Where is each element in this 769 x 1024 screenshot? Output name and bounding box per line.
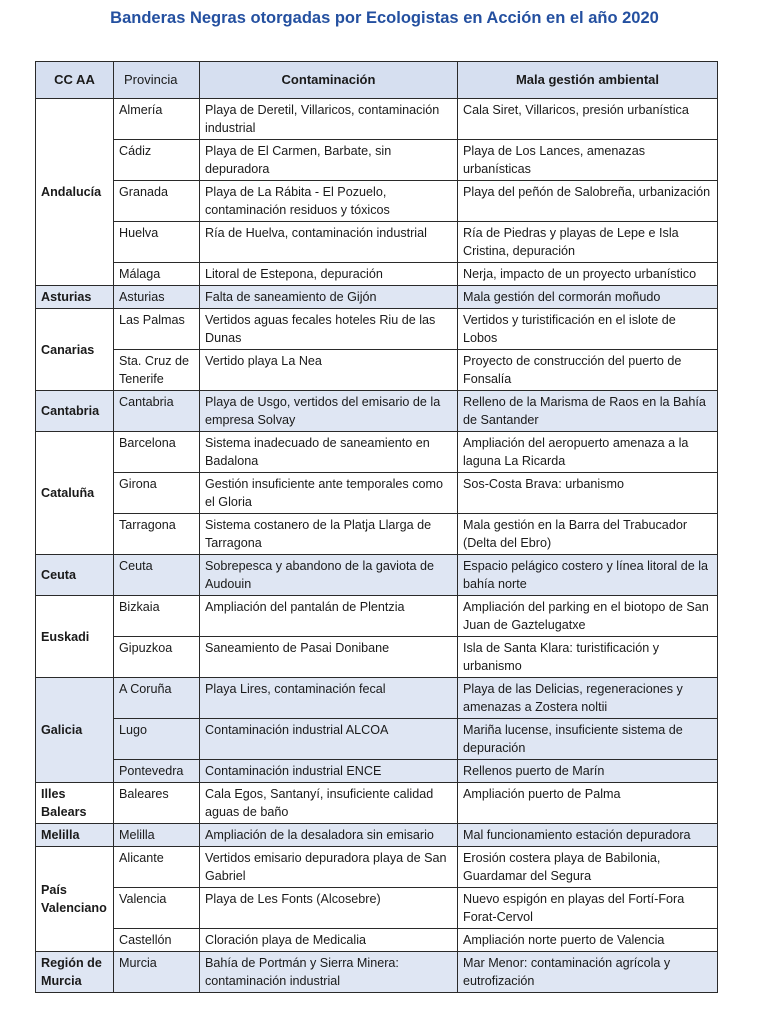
gestion-cell: Ampliación del aeropuerto amenaza a la laguna La Ricarda: [458, 432, 718, 473]
contaminacion-cell: Vertido playa La Nea: [200, 350, 458, 391]
table-row: [36, 847, 718, 888]
contaminacion-cell: Litoral de Estepona, depuración: [200, 263, 458, 286]
provincia-cell: Las Palmas: [114, 309, 200, 350]
gestion-cell: Vertidos y turistificación en el islote de Lobos: [458, 309, 718, 350]
gestion-cell: Playa del peñón de Salobreña, urbanización: [458, 181, 718, 222]
table-row: [36, 181, 718, 222]
gestion-cell: Ampliación del parking en el biotopo de San Juan de Gaztelugatxe: [458, 596, 718, 637]
provincia-cell: Bizkaia: [114, 596, 200, 637]
provincia-cell: Girona: [114, 473, 200, 514]
contaminacion-cell: Ampliación de la desaladora sin emisario: [200, 824, 458, 847]
ccaa-cell: Cataluña: [36, 432, 114, 555]
contaminacion-cell: Vertidos emisario depuradora playa de San Gabriel: [200, 847, 458, 888]
provincia-cell: Barcelona: [114, 432, 200, 473]
gestion-cell: Isla de Santa Klara: turistificación y urbanismo: [458, 637, 718, 678]
provincia-cell: Asturias: [114, 286, 200, 309]
contaminacion-cell: Sistema inadecuado de saneamiento en Badalona: [200, 432, 458, 473]
header-mala-gestion: Mala gestión ambiental: [458, 62, 718, 99]
table-row: [36, 783, 718, 824]
table-row: [36, 952, 718, 993]
contaminacion-cell: Contaminación industrial ENCE: [200, 760, 458, 783]
gestion-cell: Mal funcionamiento estación depuradora: [458, 824, 718, 847]
provincia-cell: Melilla: [114, 824, 200, 847]
contaminacion-cell: Ampliación del pantalán de Plentzia: [200, 596, 458, 637]
ccaa-cell: Melilla: [36, 824, 114, 847]
provincia-cell: Almería: [114, 99, 200, 140]
provincia-cell: A Coruña: [114, 678, 200, 719]
contaminacion-cell: Saneamiento de Pasai Donibane: [200, 637, 458, 678]
table-row: [36, 432, 718, 473]
gestion-cell: Playa de las Delicias, regeneraciones y amenazas a Zostera noltii: [458, 678, 718, 719]
ccaa-cell: Illes Balears: [36, 783, 114, 824]
contaminacion-cell: Playa Lires, contaminación fecal: [200, 678, 458, 719]
header-row: [36, 62, 718, 99]
provincia-cell: Murcia: [114, 952, 200, 993]
gestion-cell: Mala gestión del cormorán moñudo: [458, 286, 718, 309]
provincia-cell: Huelva: [114, 222, 200, 263]
table-row: [36, 888, 718, 929]
table-row: [36, 596, 718, 637]
table-row: [36, 350, 718, 391]
table-row: [36, 555, 718, 596]
table-row: [36, 391, 718, 432]
table-row: [36, 678, 718, 719]
table-header: [36, 62, 718, 99]
provincia-cell: Alicante: [114, 847, 200, 888]
table-row: [36, 719, 718, 760]
table-row: [36, 824, 718, 847]
gestion-cell: Mar Menor: contaminación agrícola y eutrofización: [458, 952, 718, 993]
contaminacion-cell: Playa de Les Fonts (Alcosebre): [200, 888, 458, 929]
contaminacion-cell: Playa de El Carmen, Barbate, sin depuradora: [200, 140, 458, 181]
ccaa-cell: Galicia: [36, 678, 114, 783]
gestion-cell: Erosión costera playa de Babilonia, Guardamar del Segura: [458, 847, 718, 888]
contaminacion-cell: Cloración playa de Medicalia: [200, 929, 458, 952]
contaminacion-cell: Cala Egos, Santanyí, insuficiente calidad aguas de baño: [200, 783, 458, 824]
ccaa-cell: Región de Murcia: [36, 952, 114, 993]
contaminacion-cell: Playa de La Rábita - El Pozuelo, contaminación residuos y tóxicos: [200, 181, 458, 222]
ccaa-cell: Ceuta: [36, 555, 114, 596]
contaminacion-cell: Ría de Huelva, contaminación industrial: [200, 222, 458, 263]
header-provincia: Provincia: [114, 62, 200, 99]
contaminacion-cell: Bahía de Portmán y Sierra Minera: contaminación industrial: [200, 952, 458, 993]
gestion-cell: Ría de Piedras y playas de Lepe e Isla Cristina, depuración: [458, 222, 718, 263]
ccaa-cell: Euskadi: [36, 596, 114, 678]
provincia-cell: Cádiz: [114, 140, 200, 181]
gestion-cell: Nuevo espigón en playas del Fortí-Fora Forat-Cervol: [458, 888, 718, 929]
provincia-cell: Tarragona: [114, 514, 200, 555]
provincia-cell: Castellón: [114, 929, 200, 952]
table-row: [36, 760, 718, 783]
table-row: [36, 514, 718, 555]
table-row: [36, 263, 718, 286]
provincia-cell: Pontevedra: [114, 760, 200, 783]
gestion-cell: Proyecto de construcción del puerto de Fonsalía: [458, 350, 718, 391]
table-row: [36, 222, 718, 263]
contaminacion-cell: Sistema costanero de la Platja Llarga de Tarragona: [200, 514, 458, 555]
provincia-cell: Valencia: [114, 888, 200, 929]
table-row: [36, 309, 718, 350]
table-row: [36, 99, 718, 140]
contaminacion-cell: Playa de Deretil, Villaricos, contaminación industrial: [200, 99, 458, 140]
provincia-cell: Granada: [114, 181, 200, 222]
ccaa-cell: Cantabria: [36, 391, 114, 432]
table-row: [36, 286, 718, 309]
table-row: [36, 473, 718, 514]
contaminacion-cell: Contaminación industrial ALCOA: [200, 719, 458, 760]
ccaa-cell: Asturias: [36, 286, 114, 309]
provincia-cell: Málaga: [114, 263, 200, 286]
table-row: [36, 929, 718, 952]
contaminacion-cell: Playa de Usgo, vertidos del emisario de la empresa Solvay: [200, 391, 458, 432]
ccaa-cell: Canarias: [36, 309, 114, 391]
contaminacion-cell: Gestión insuficiente ante temporales como el Gloria: [200, 473, 458, 514]
contaminacion-cell: Falta de saneamiento de Gijón: [200, 286, 458, 309]
black-flags-table: [35, 61, 718, 993]
table-row: [36, 637, 718, 678]
header-ccaa: CC AA: [36, 62, 114, 99]
gestion-cell: Espacio pelágico costero y línea litoral de la bahía norte: [458, 555, 718, 596]
table-body: [36, 99, 718, 993]
provincia-cell: Baleares: [114, 783, 200, 824]
provincia-cell: Gipuzkoa: [114, 637, 200, 678]
gestion-cell: Nerja, impacto de un proyecto urbanístico: [458, 263, 718, 286]
gestion-cell: Rellenos puerto de Marín: [458, 760, 718, 783]
ccaa-cell: País Valenciano: [36, 847, 114, 952]
provincia-cell: Lugo: [114, 719, 200, 760]
header-contaminacion: Contaminación: [200, 62, 458, 99]
table-row: [36, 140, 718, 181]
gestion-cell: Mariña lucense, insuficiente sistema de depuración: [458, 719, 718, 760]
gestion-cell: Sos-Costa Brava: urbanismo: [458, 473, 718, 514]
gestion-cell: Playa de Los Lances, amenazas urbanísticas: [458, 140, 718, 181]
gestion-cell: Relleno de la Marisma de Raos en la Bahía de Santander: [458, 391, 718, 432]
provincia-cell: Sta. Cruz de Tenerife: [114, 350, 200, 391]
provincia-cell: Ceuta: [114, 555, 200, 596]
gestion-cell: Ampliación puerto de Palma: [458, 783, 718, 824]
provincia-cell: Cantabria: [114, 391, 200, 432]
gestion-cell: Cala Siret, Villaricos, presión urbanística: [458, 99, 718, 140]
contaminacion-cell: Sobrepesca y abandono de la gaviota de Audouin: [200, 555, 458, 596]
gestion-cell: Mala gestión en la Barra del Trabucador (Delta del Ebro): [458, 514, 718, 555]
ccaa-cell: Andalucía: [36, 99, 114, 286]
contaminacion-cell: Vertidos aguas fecales hoteles Riu de las Dunas: [200, 309, 458, 350]
gestion-cell: Ampliación norte puerto de Valencia: [458, 929, 718, 952]
page-title: Banderas Negras otorgadas por Ecologistas en Acción en el año 2020: [110, 9, 659, 27]
